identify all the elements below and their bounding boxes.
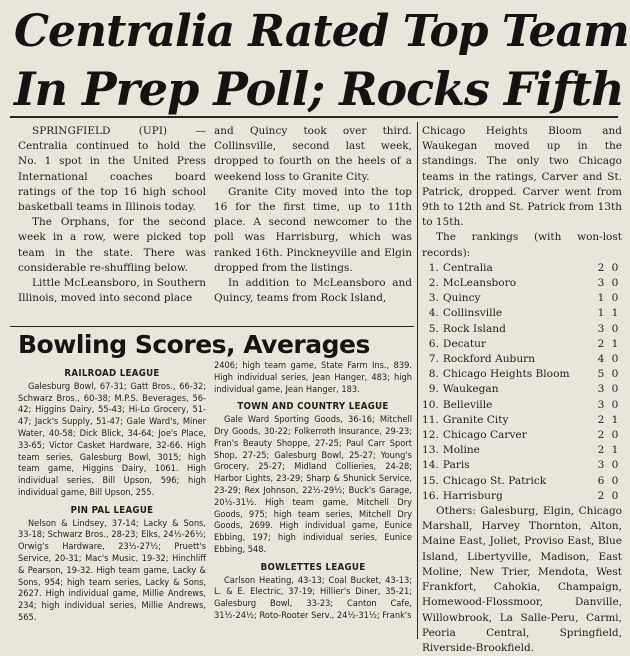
ranking-team: Paris <box>442 459 470 472</box>
headline-rule <box>10 116 618 118</box>
ranking-wins: 1 <box>597 307 605 320</box>
ranking-team: Harrisburg <box>442 489 503 502</box>
ranking-losses: 0 <box>611 277 619 290</box>
ranking-row <box>422 489 622 504</box>
article-text: Centralia continued to hold the No. 1 spot in the United Press International coaches board ratings of the top 16 high school basketball teams in Illinois today. <box>18 140 206 214</box>
ranking-wins: 3 <box>597 398 605 411</box>
bowling-headline: Bowling Scores, Averages <box>18 330 370 359</box>
ranking-team: Granite City <box>442 413 509 426</box>
ranking-wins: 4 <box>597 353 605 366</box>
rankings-intro: The rankings (with won-lost records): <box>422 231 622 259</box>
ranking-number: 7. <box>428 353 439 366</box>
ranking-number: 6. <box>428 337 439 350</box>
rankings-table <box>422 261 622 504</box>
ranking-row <box>422 352 622 367</box>
article-paragraph-5: Granite City moved into the top 16 for the first time, up to 11th place. A second newcomer to the poll was Harrisburg, which was ranked 16th. Pinckneyville and Elgin dropped from the listings. <box>214 185 412 274</box>
ranking-team: Collinsville <box>442 307 503 320</box>
ranking-row <box>422 458 622 473</box>
ranking-losses: 1 <box>611 444 619 457</box>
column-divider <box>417 122 418 639</box>
ranking-wins: 3 <box>597 383 605 396</box>
ranking-row <box>422 261 622 276</box>
ranking-wins: 3 <box>597 322 605 335</box>
ranking-number: 8. <box>428 368 439 381</box>
article-paragraph-7: Chicago Heights Bloom and Waukegan moved up in the standings. The only two Chicago teams in the ratings, Carver and St. Patrick, dropped. Carver went from 9th to 12th and St. Patrick from 13th to 15th. <box>422 125 622 229</box>
ranking-row <box>422 443 622 458</box>
ranking-number: 12. <box>422 429 439 442</box>
ranking-number: 2. <box>428 277 439 290</box>
ranking-wins: 6 <box>597 474 605 487</box>
ranking-losses: 0 <box>611 322 619 335</box>
ranking-losses: 0 <box>611 261 619 274</box>
ranking-team: Rock Island <box>442 322 506 335</box>
pin-pal-league-results: Nelson & Lindsey, 37-14; Lacky & Sons, 33-18; Schwarz Bros., 28-23; Elks, 24½-26½; Orwig's Hardware, 23½-27½; Pruett's Service, 20-31; Mac's Music, 19-32; Hinchliff & Pearson, 19-32. High team game, Lacky & Sons, 954; high team series, Lacky & Sons, 2627. High individual game, Millie Andrews, 234; high individual series, Millie Andrews, 565. <box>18 517 206 623</box>
ranking-number: 16. <box>422 489 439 502</box>
ranking-team: Belleville <box>442 398 493 411</box>
ranking-row <box>422 322 622 337</box>
ranking-number: 1. <box>428 261 439 274</box>
bowling-column-2 <box>214 360 412 622</box>
ranking-row <box>422 382 622 397</box>
ranking-team: Quincy <box>442 292 481 305</box>
ranking-team: Decatur <box>442 337 487 350</box>
bowling-column-1 <box>18 366 206 624</box>
ranking-number: 10. <box>422 398 439 411</box>
ranking-number: 13. <box>422 444 439 457</box>
ranking-team: Waukegan <box>442 383 499 396</box>
ranking-losses: 0 <box>611 383 619 396</box>
ranking-losses: 1 <box>611 413 619 426</box>
ranking-losses: 1 <box>611 337 619 350</box>
league-results-continued: 2406; high team game, State Farm Ins., 839. High individual series, Jean Hanger, 483; high individual game, Jean Hanger, 183. <box>214 360 412 395</box>
ranking-wins: 1 <box>597 292 605 305</box>
ranking-row <box>422 398 622 413</box>
ranking-wins: 2 <box>597 429 605 442</box>
ranking-losses: 0 <box>611 368 619 381</box>
article-paragraph-6: In addition to McLeansboro and Quincy, teams from Rock Island, <box>214 277 412 305</box>
article-paragraph-4: and Quincy took over third. Collinsville, second last week, dropped to fourth on the heels of a weekend loss to Granite City. <box>214 125 412 183</box>
ranking-wins: 2 <box>597 261 605 274</box>
ranking-number: 5. <box>428 322 439 335</box>
ranking-wins: 2 <box>597 489 605 502</box>
town-country-league-heading: TOWN AND COUNTRY LEAGUE <box>237 401 389 413</box>
ranking-losses: 0 <box>611 459 619 472</box>
ranking-number: 3. <box>428 292 439 305</box>
bowlettes-league-heading: BOWLETTES LEAGUE <box>260 561 366 573</box>
ranking-row <box>422 337 622 352</box>
ranking-team: Chicago St. Patrick <box>442 474 547 487</box>
article-paragraph-3: Little McLeansboro, in Southern Illinois, moved into second place <box>18 277 206 305</box>
ranking-row <box>422 367 622 382</box>
ranking-losses: 0 <box>611 429 619 442</box>
article-column-3 <box>422 124 622 656</box>
ranking-row <box>422 413 622 428</box>
ranking-team: McLeansboro <box>442 277 517 290</box>
railroad-league-heading: RAILROAD LEAGUE <box>64 368 160 379</box>
article-column-2 <box>214 124 412 306</box>
ranking-row <box>422 306 622 321</box>
ranking-team: Centralia <box>442 261 493 274</box>
ranking-number: 4. <box>428 307 439 320</box>
ranking-team: Rockford Auburn <box>442 353 536 366</box>
article-column-1 <box>18 124 206 306</box>
bowlettes-league-results: Carlson Heating, 43-13; Coal Bucket, 43-13; L. & E. Electric, 37-19; Hillier's Diner, 35-21; Galesburg Bowl, 33-23; Canton Cafe, 31½-24½; Roto-Rooter Serv., 24½-31½; Frank's <box>214 574 412 621</box>
ranking-wins: 2 <box>597 337 605 350</box>
headline-line-2: In Prep Poll; Rocks Fifth <box>14 62 624 116</box>
ranking-team: Chicago Carver <box>442 429 527 442</box>
ranking-losses: 0 <box>611 489 619 502</box>
ranking-wins: 2 <box>597 413 605 426</box>
ranking-row <box>422 474 622 489</box>
town-country-league-results: Gale Ward Sporting Goods, 36-16; Mitchell Dry Goods, 30-22; Folkerroth Insurance, 29-23; Fran's Beauty Shoppe, 27-25; Paul Carr Sport Shop, 27-25; Galesburg Bowl, 25-27; Young's Grocery, 25-27; Midland Collieries, 24-28; Harbor Lights, 23-29; Sharp & Shunick Service, 23-29; Rex Johnson, 22½-29½; Buck's Garage, 20½-31½. High team game, Mitchell Dry Goods, 975; high team series, Mitchell Dry Goods, 2699. High individual game, Eunice Ebbing, 197; high individual series, Eunice Ebbing, 548. <box>214 414 412 555</box>
ranking-number: 14. <box>422 459 439 472</box>
headline-line-1: Centralia Rated Top Team <box>14 6 629 57</box>
article-paragraph-2: The Orphans, for the second week in a row, were picked top team in the state. There was considerable re-shuffling below. <box>18 216 206 274</box>
ranking-losses: 0 <box>611 398 619 411</box>
pin-pal-league-heading: PIN PAL LEAGUE <box>70 504 154 516</box>
bowling-rule <box>10 326 414 327</box>
ranking-row <box>422 276 622 291</box>
ranking-wins: 2 <box>597 444 605 457</box>
others-list: Others: Galesburg, Elgin, Chicago Marshall, Harvey Thornton, Alton, Maine East, Joliet, Proviso East, Blue Island, Libertyville, Madison, East Moline, New Trier, Mendota, West Frankfort, Cahokia, Champaign, Homewood-Flossmoor, Danville, Willowbrook, La Salle-Peru, Carmi, Peoria Central, Springfield, Riverside-Brookfield. <box>422 505 622 654</box>
ranking-losses: 0 <box>611 353 619 366</box>
railroad-league-results: Galesburg Bowl, 67-31; Gatt Bros., 66-32; Schwarz Bros., 60-38; M.P.S. Beverages, 56-42; Higgins Dairy, 55-43; Hi-Lo Grocery, 51-47; Jack's Supply, 51-47; Gale Ward's, Miner Water, 40-58; Dick Blick, 34-64; Joe's Place, 33-65; Victor Casket Hardware, 32-66. High team series, Galesburg Bowl, 3015; high team game, Higgins Dairy, 1061. High individual series, Bill Upson, 596; high individual game, Bill Upson, 255. <box>18 380 206 498</box>
ranking-team: Chicago Heights Bloom <box>442 368 570 381</box>
ranking-wins: 5 <box>597 368 605 381</box>
ranking-number: 11. <box>422 413 439 426</box>
ranking-team: Moline <box>442 444 480 457</box>
ranking-number: 15. <box>422 474 439 487</box>
ranking-losses: 1 <box>611 307 619 320</box>
article-paragraph-1 <box>18 124 206 215</box>
ranking-wins: 3 <box>597 277 605 290</box>
ranking-row <box>422 291 622 306</box>
ranking-number: 9. <box>428 383 439 396</box>
dateline: SPRINGFIELD (UPI) — <box>32 125 206 137</box>
ranking-wins: 3 <box>597 459 605 472</box>
ranking-losses: 0 <box>611 292 619 305</box>
ranking-row <box>422 428 622 443</box>
ranking-losses: 0 <box>611 474 619 487</box>
